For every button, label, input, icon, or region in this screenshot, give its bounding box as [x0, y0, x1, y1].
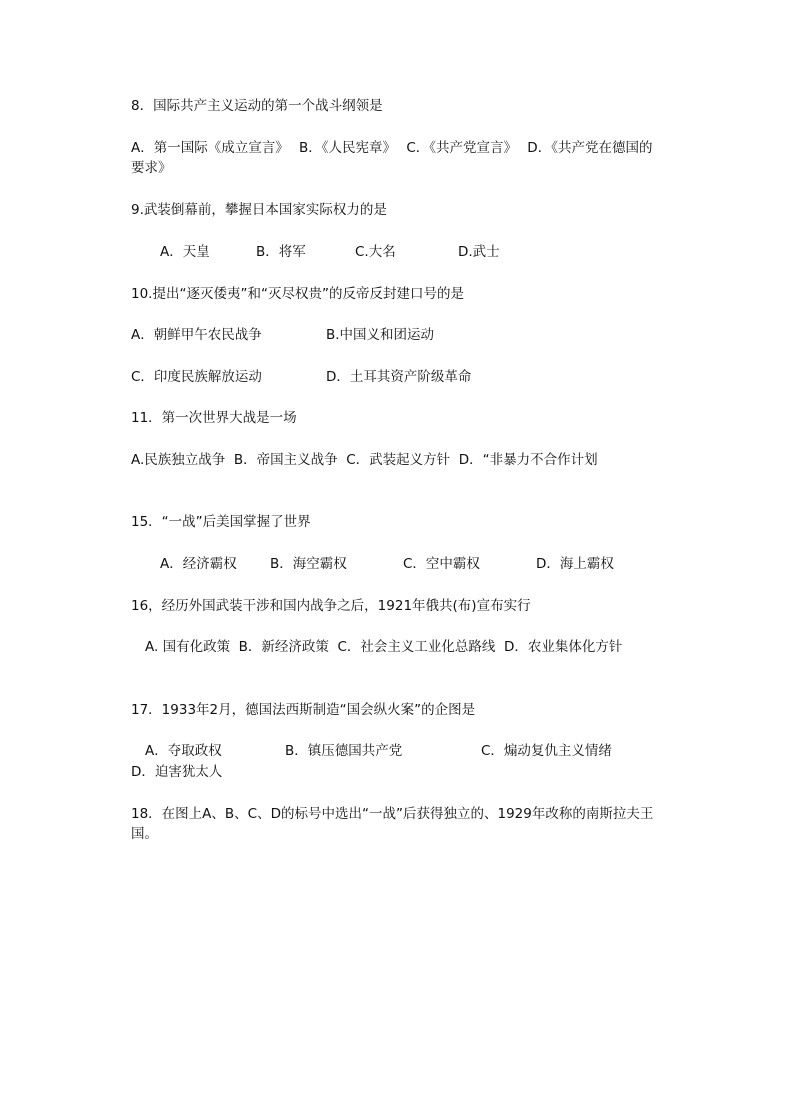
- question-10-option-c: C．印度民族解放运动: [131, 369, 262, 385]
- question-15-option-d: D．海上霸权: [536, 556, 614, 572]
- question-18-stem: 18．在图上A、B、C、D的标号中选出“一战”后获得独立的、1929年改称的南斯拉夫王国。: [131, 806, 654, 842]
- question-9-option-a: A．天皇: [160, 244, 210, 260]
- question-9-option-b: B．将军: [256, 244, 306, 260]
- question-15-option-c: C．空中霸权: [403, 556, 480, 572]
- question-17-option-a: A．夺取政权: [145, 743, 222, 759]
- question-9-option-c: C.大名: [355, 244, 396, 260]
- question-8-options: A．第一国际《成立宣言》 B．《人民宪章》 C．《共产党宣言》 D．《共产党在德国的要求》: [131, 140, 653, 176]
- question-11-options: A.民族独立战争 B．帝国主义战争 C．武装起义方针 D．“非暴力不合作计划: [131, 452, 598, 468]
- question-17-option-d: D．迫害犹太人: [131, 764, 223, 780]
- question-16-options: A. 国有化政策 B．新经济政策 C．社会主义工业化总路线 D．农业集体化方针: [145, 639, 623, 655]
- question-10-stem: 10.提出“逐灭倭夷”和“灭尽权贵”的反帝反封建口号的是: [131, 286, 464, 302]
- question-10-option-d: D．土耳其资产阶级革命: [326, 369, 472, 385]
- question-9-stem: 9.武装倒幕前，攀握日本国家实际权力的是: [131, 202, 387, 218]
- question-10-option-b: B.中国义和团运动: [326, 327, 435, 343]
- question-9-option-d: D.武士: [458, 244, 500, 260]
- question-11-stem: 11．第一次世界大战是一场: [131, 410, 297, 426]
- question-17-stem: 17．1933年2月，德国法西斯制造“国会纵火案”的企图是: [131, 702, 476, 718]
- question-15-option-a: A．经济霸权: [160, 556, 237, 572]
- question-17-option-b: B．镇压德国共产党: [285, 743, 403, 759]
- question-17-option-c: C．煽动复仇主义情绪: [481, 743, 612, 759]
- question-15-stem: 15．“一战”后美国掌握了世界: [131, 514, 311, 530]
- question-16-stem: 16，经历外国武装干涉和国内战争之后，1921年俄共(布)宣布实行: [131, 598, 531, 614]
- question-8-stem: 8．国际共产主义运动的第一个战斗纲领是: [131, 98, 383, 114]
- question-10-option-a: A．朝鲜甲午农民战争: [131, 327, 262, 343]
- question-15-option-b: B．海空霸权: [270, 556, 347, 572]
